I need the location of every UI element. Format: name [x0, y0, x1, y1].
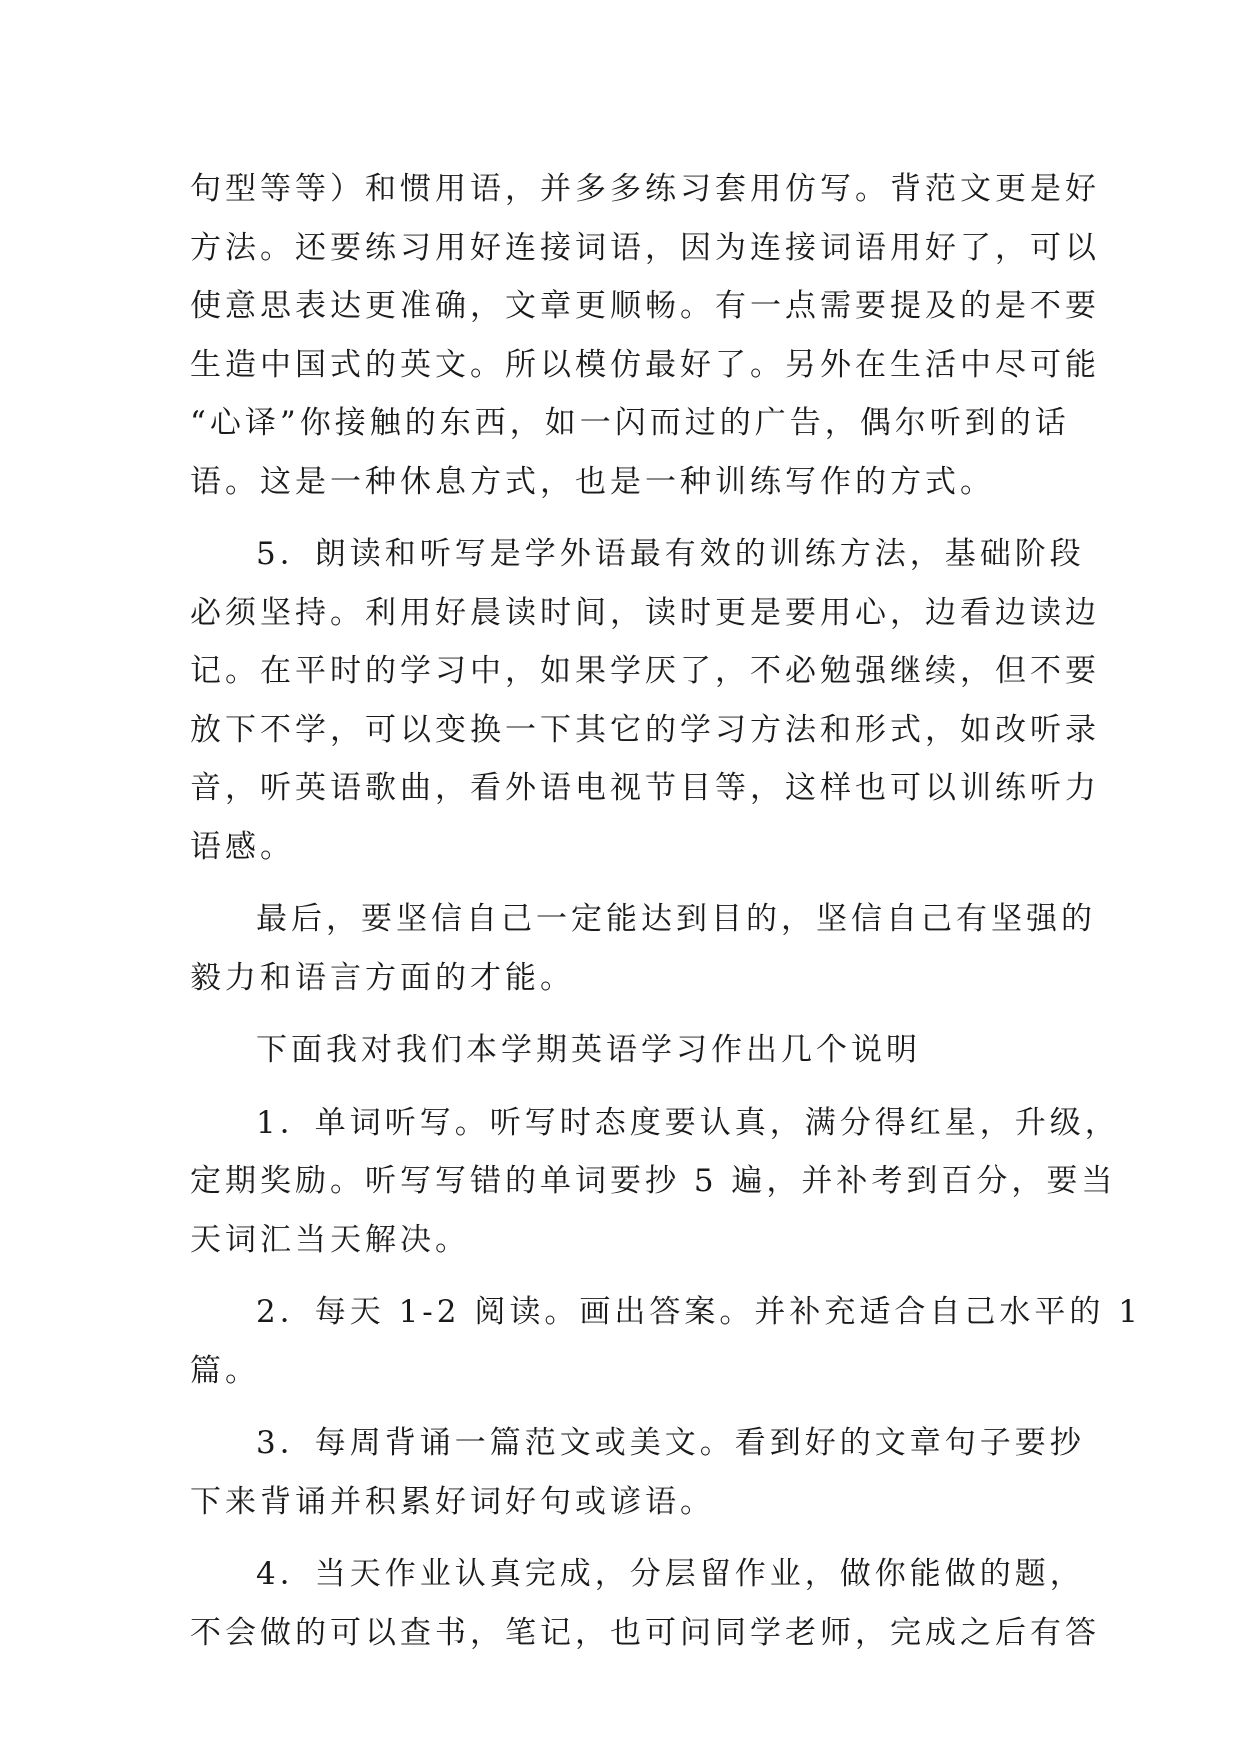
paragraph-gap [190, 1400, 1050, 1414]
text-line: 生造中国式的英文。所以模仿最好了。另外在生活中尽可能 [190, 346, 1100, 383]
text-line: 毅力和语言方面的才能。 [190, 959, 575, 996]
paragraph-gap [190, 1080, 1050, 1094]
text-line: 3．每周背诵一篇范文或美文。看到好的文章句子要抄 [256, 1425, 1085, 1461]
paragraph-gap [190, 1269, 1050, 1283]
text-line: 5．朗读和听写是学外语最有效的训练方法，基础阶段 [256, 536, 1085, 572]
text-line: 下来背诵并积累好词好句或谚语。 [190, 1483, 715, 1520]
text-line: 4．当天作业认真完成，分层留作业，做你能做的题， [256, 1556, 1085, 1592]
paragraph-gap [190, 1007, 1050, 1021]
text-line: 最后，要坚信自己一定能达到目的，坚信自己有坚强的 [256, 901, 1096, 937]
text-line: 必须坚持。利用好晨读时间，读时更是要用心，边看边读边 [190, 594, 1100, 631]
text-line: 放下不学，可以变换一下其它的学习方法和形式，如改听录 [190, 711, 1100, 748]
paragraph-gap [190, 511, 1050, 525]
text-line: 音，听英语歌曲，看外语电视节目等，这样也可以训练听力 [190, 770, 1100, 806]
text-line: 使意思表达更准确，文章更顺畅。有一点需要提及的是不要 [190, 288, 1100, 324]
paragraph-gap [190, 876, 1050, 890]
document-body [190, 160, 1142, 1662]
text-line: 不会做的可以查书，笔记，也可问同学老师，完成之后有答 [190, 1614, 1100, 1651]
text-line: 语。这是一种休息方式，也是一种训练写作的方式。 [190, 463, 995, 500]
text-line: 句型等等）和惯用语，并多多练习套用仿写。背范文更是好 [190, 171, 1100, 207]
text-line: 篇。 [190, 1352, 260, 1389]
text-line: 定期奖励。听写写错的单词要抄 5 遍，并补考到百分，要当 [190, 1163, 1117, 1199]
text-line: 方法。还要练习用好连接词语，因为连接词语用好了，可以 [190, 229, 1100, 266]
text-line: 2．每天 1-2 阅读。画出答案。并补充适合自己水平的 1 [256, 1294, 1142, 1330]
text-line: 记。在平时的学习中，如果学厌了，不必勉强继续，但不要 [190, 653, 1100, 689]
text-line: 语感。 [190, 828, 295, 865]
text-line: 1．单词听写。听写时态度要认真，满分得红星，升级， [256, 1104, 1120, 1141]
paragraph-gap [190, 1531, 1050, 1545]
text-line: “心译”你接触的东西，如一闪而过的广告，偶尔听到的话 [190, 405, 1070, 441]
text-line: 下面我对我们本学期英语学习作出几个说明 [256, 1032, 921, 1068]
text-line: 天词汇当天解决。 [190, 1221, 470, 1258]
